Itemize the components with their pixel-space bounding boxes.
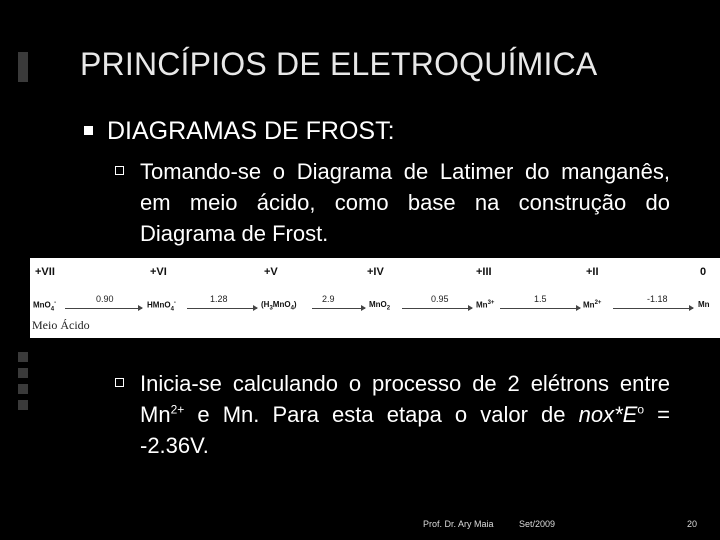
species-h3mno4: $(H_3MnO_4)$ [261, 300, 297, 312]
oxidation-state-0: 0 [700, 266, 707, 278]
left-decoration-block-3 [18, 384, 28, 394]
oxidation-state-5: +V [264, 266, 278, 278]
oxidation-state-6: +VI [150, 266, 167, 278]
hollow-square-bullet-icon [115, 166, 124, 175]
paragraph-1 [115, 156, 670, 249]
footer-date: Set/2009 [519, 519, 556, 529]
oxidation-state-2: +II [586, 266, 599, 278]
potential-6: -1.18 [647, 294, 668, 304]
oxidation-state-3: +III [476, 266, 492, 278]
square-bullet-icon [84, 126, 93, 135]
potential-5: 1.5 [534, 294, 547, 304]
oxidation-state-7: +VII [35, 266, 55, 278]
paragraph-2 [115, 368, 670, 461]
medium-label: Meio Ácido [32, 318, 90, 332]
species-mno4-minus: MnO$_4$- [33, 300, 57, 313]
arrow-3 [312, 308, 365, 309]
arrow-5 [500, 308, 580, 309]
left-decoration-block-2 [18, 368, 28, 378]
slide-title: PRINCÍPIOS DE ELETROQUÍMICA [80, 46, 598, 82]
potential-1: 0.90 [96, 294, 114, 304]
species-mn2-plus: $Mn^{2+}$ [583, 300, 602, 310]
left-decoration-bar [18, 52, 28, 82]
arrow-6 [613, 308, 693, 309]
species-mno2: MnO$_2$ [369, 300, 391, 312]
potential-3: 2.9 [322, 294, 335, 304]
species-mn: Mn [698, 300, 710, 309]
left-decoration-block-1 [18, 352, 28, 362]
potential-2: 1.28 [210, 294, 228, 304]
hollow-square-bullet-icon [115, 378, 124, 387]
potential-4: 0.95 [431, 294, 449, 304]
arrow-1 [65, 308, 142, 309]
species-hmno4-minus: HMnO$_4$- [147, 300, 176, 313]
heading-text: DIAGRAMAS DE FROST: [107, 117, 395, 145]
paragraph-2-text: Inicia-se calculando o processo de 2 elétrons entre $Mn^{2+}$ e Mn. Para esta etapa o valor de $nox*E^o = -2.36V$. [140, 371, 671, 458]
species-mn3-plus: $Mn^{3+}$ [476, 300, 495, 310]
arrow-4 [402, 308, 472, 309]
arrow-2 [187, 308, 257, 309]
heading-bullet [84, 117, 395, 146]
latimer-diagram [30, 258, 720, 338]
paragraph-1-text: Tomando-se o Diagrama de Latimer do manganês, em meio ácido, como base na construção do Diagrama de Frost. [140, 159, 670, 246]
oxidation-state-4: +IV [367, 266, 384, 278]
footer-author: Prof. Dr. Ary Maia [423, 519, 494, 529]
footer-page-number: 20 [687, 519, 698, 529]
left-decoration-block-4 [18, 400, 28, 410]
